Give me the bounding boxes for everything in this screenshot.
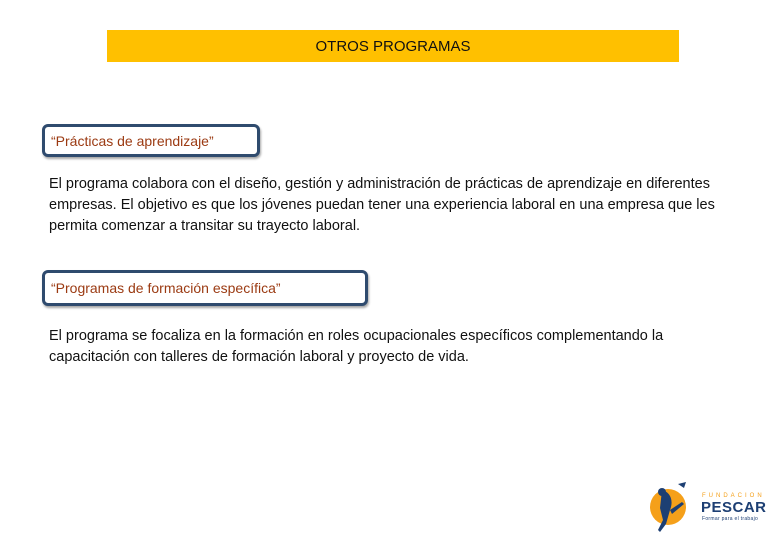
- page-title: OTROS PROGRAMAS: [315, 37, 471, 55]
- section-heading-label: “Prácticas de aprendizaje”: [51, 132, 214, 149]
- section-body-formacion: El programa se focaliza en la formación en roles ocupacionales específicos complementando la capacitación con talleres de formación laboral y proyecto de vida.: [49, 328, 664, 365]
- page-title-bar: [107, 30, 679, 62]
- logo-name: PESCAR: [701, 499, 767, 516]
- pescar-logo-icon: [648, 480, 690, 538]
- logo-top-text: FUNDACION: [702, 493, 765, 499]
- section-body-practicas: El programa colabora con el diseño, gestión y administración de prácticas de aprendizaje en diferentes empresas. El objetivo es que los jóvenes puedan tener una experiencia laboral en una empresa que les permita comenzar a transitar su trayecto laboral.: [49, 176, 715, 234]
- section-heading-label: “Programas de formación específica”: [51, 280, 281, 296]
- fundacion-pescar-logo: [648, 480, 768, 538]
- section-heading-practicas: [42, 124, 260, 157]
- logo-tagline: Formar para el trabajo: [702, 516, 759, 522]
- section-heading-formacion: [42, 270, 368, 306]
